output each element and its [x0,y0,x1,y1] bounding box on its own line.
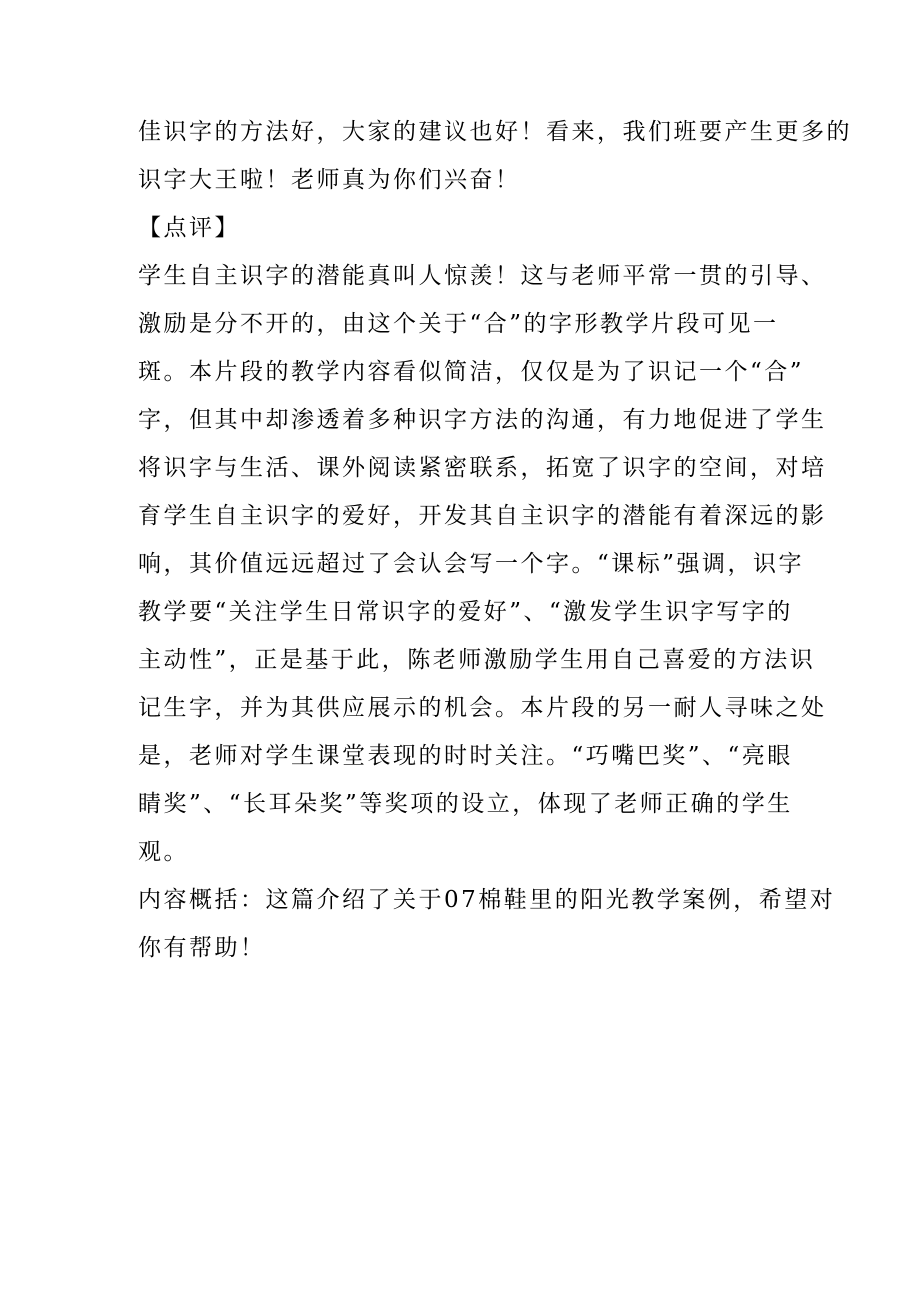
text-line: 学生自主识字的潜能真叫人惊羡！这与老师平常一贯的引导、 [138,263,827,289]
text-line: 将识字与生活、课外阅读紧密联系，拓宽了识字的空间，对培 [138,455,827,481]
text-line: 斑。本片段的教学内容看似简洁，仅仅是为了识记一个“合” [138,359,805,385]
text-line: 育学生自主识字的爱好，开发其自主识字的潜能有着深远的影 [138,503,827,529]
text-line: 记生字，并为其供应展示的机会。本片段的另一耐人寻味之处 [138,695,827,721]
summary-paragraph [138,876,836,972]
text-line: 主动性”，正是基于此，陈老师激励学生用自己喜爱的方法识 [138,647,816,673]
text-line: 内容概括：这篇介绍了关于07棉鞋里的阳光教学案例，希望对 [138,887,836,913]
text-line: 响，其价值远远超过了会认会写一个字。“课标”强调，识字 [138,551,805,577]
text-line: 教学要“关注学生日常识字的爱好”、“激发学生识字写字的 [138,599,793,625]
text-line: 观。 [138,839,189,865]
text-line: 字，但其中却渗透着多种识字方法的沟通，有力地促进了学生 [138,407,827,433]
intro-paragraph [138,108,852,204]
text-line: 激励是分不开的，由这个关于“合”的字形教学片段可见一 [138,311,779,337]
commentary-paragraph [138,252,827,876]
text-line: 睛奖”、“长耳朵奖”等奖项的设立，体现了老师正确的学生 [138,791,793,817]
text-line: 你有帮助！ [138,935,266,961]
text-line: 是，老师对学生课堂表现的时时关注。“巧嘴巴奖”、“亮眼 [138,743,793,769]
section-heading: 【点评】 [138,215,240,241]
text-line: 佳识字的方法好，大家的建议也好！看来，我们班要产生更多的 [138,119,852,145]
text-line: 识字大王啦！老师真为你们兴奋！ [138,167,521,193]
